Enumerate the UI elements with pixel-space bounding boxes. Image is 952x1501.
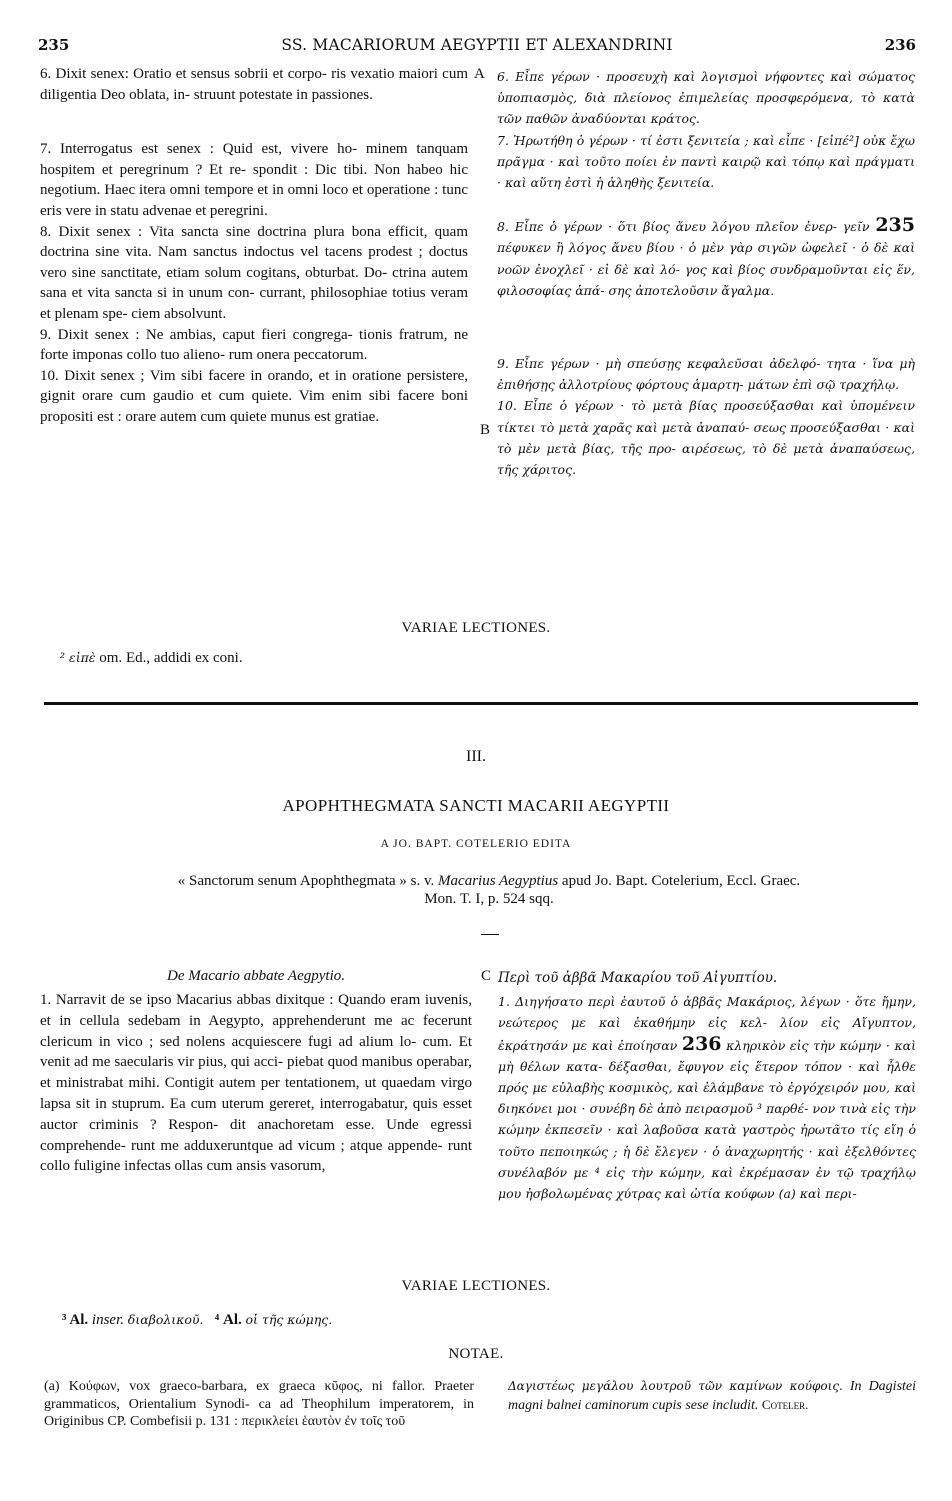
variae-note-2 xyxy=(60,650,243,667)
variae-note-3-num: ³ Al. xyxy=(62,1312,89,1328)
greek-paragraph-7: 7. Ἠρωτήθη ὁ γέρων · τί ἐστι ξενιτεία ; καὶ εἶπε · [εἰπέ²] οὐκ ἔχω πρᾶγμα · καὶ τοῦτο ποίει ἐν παντὶ καιρῷ καὶ τόπῳ καὶ πράγματι · καὶ αὕτη ἐστὶ ἡ ἀληθὴς ξενιτεία. xyxy=(497,132,915,191)
latin-column-bottom xyxy=(40,990,472,1177)
variae-note-2-text: om. Ed., addidi ex coni. xyxy=(99,650,243,666)
latin-paragraph-1: 1. Narravit de se ipso Macarius abbas dixitque : Quando eram iuvenis, et in cellula sedebam in Aegypto, apprehenderunt me ac fecerunt clericum in vico ; sed nolens acquiescere fugi ad alium lo- cum. Et venit ad me saecularis vir pius, qui acci- piebat quod manibus operabar, et ministrabat mihi. Contigit autem per tentationem, ut quaedam virgo lapsa sit in stuprum. Ea cum uterum gereret, interrogabatur, quis esset auctor criminis ? Respon- dit anachoretam esse. Unde egressi comprehende- runt me adduxeruntque ad vicum ; atque appende- runt collo fuligine infectas ollas cum ansis vasorum, xyxy=(40,992,472,1175)
variae-note-3-greek: διαβολικοῦ. xyxy=(127,1312,204,1327)
greek-paragraph-8 xyxy=(497,215,915,301)
greek-column-top xyxy=(497,66,915,480)
variae-notes-3-4 xyxy=(62,1312,332,1329)
running-title: SS. MACARIORUM AEGYPTII ET ALEXANDRINI xyxy=(281,36,673,54)
greek-paragraph-1-end: κληρικὸν εἰς τὴν κώμην · καὶ μὴ θέλων κατα- δέξασθαι, ἔφυγον εἰς ἕτερον τόπον · καὶ ἦλθε πρός με εὐλαβὴς κοσμικὸς, καὶ ἐλάμβανε τὸ ἐργόχειρόν μου, καὶ διηκόνει μοι · συνέβη δὲ ἀπὸ πειρασμοῦ ³ παρθέ- νον τινὰ εἰς τὴν κώμην ἐκπεσεῖν · καὶ λαβοῦσα κατὰ γαστρὸς ἠρωτᾶτο τίς εἴη ὁ τοῦτο πεποιηκώς ; ἡ δὲ ἔλεγεν · ὁ ἀναχωρητής · καὶ ἐξελθόντες συνέλαβόν με ⁴ εἰς τὴν κώμην, καὶ ἐκρέμασαν ἐν τῷ τραχήλῳ μου ἠσβολωμένας χύτρας καὶ ὠτία κούφων (a) καὶ περι- xyxy=(498,1037,916,1202)
latin-paragraph-8: 8. Dixit senex : Vita sancta sine doctrina plura bona efficit, quam doctrina sine vita. Nam sanctus indoctus vel tacens prodest ; doctus vero sine sanctitate, etiam solum cogitans, obturbat. Do- ctrina autem sana et vita sancta si in unum con- currant, philosophiae totius veram et plenam spe- ciem absolvunt. xyxy=(40,223,468,322)
section-source xyxy=(58,872,920,908)
latin-heading-bottom xyxy=(40,968,472,985)
latin-paragraph-9: 9. Dixit senex : Ne ambias, caput fieri congrega- tionis fratrum, ne forte imponas collo tuo alieno- rum onera peccatorum. xyxy=(40,326,468,364)
running-header xyxy=(38,36,916,60)
column-number-236: 236 xyxy=(681,1032,722,1055)
column-number-235: 235 xyxy=(875,214,915,237)
section-source-b: apud Jo. Bapt. Cotelerium, Eccl. Graec. xyxy=(561,873,801,889)
greek-paragraph-8-end: πέφυκεν ἢ λόγος ἄνευ βίου · ὁ μὲν γὰρ σιγῶν ὠφελεῖ · ὁ δὲ καὶ νοῶν ἐνοχλεῖ · εἰ δὲ καὶ λό- γος καὶ βίος συνδραμοῦνται εἰς ἕν, φιλοσοφίας ἁπά- σης ἀποτελοῦσιν ἄγαλμα. xyxy=(497,240,915,298)
right-page-number: 236 xyxy=(884,36,916,54)
notae-left-column xyxy=(44,1378,474,1431)
latin-paragraph-10: 10. Dixit senex ; Vim sibi facere in orando, et in oratione persistere, gignit orare cum gaudio et cum quiete. Vim enim sibi facere boni propositi est : orare autem cum quiete munus est gratiae. xyxy=(40,367,468,425)
greek-paragraph-1-start: 1. Διηγήσατο περὶ ἑαυτοῦ ὁ ἀββᾶς Μακάριος, λέγων · ὅτε ἤμην, νεώτερος με καὶ ἐκαθήμην εἰς κελ- λίον εἰς Αἴγυπτον, ἐκράτησάν με καὶ ἐποίησαν xyxy=(498,994,916,1053)
margin-letter-a: A xyxy=(474,66,485,82)
latin-paragraph-6: 6. Dixit senex: Oratio et sensus sobrii et corpo- ris vexatio maiori cum diligentia Deo oblata, in- struunt potestate in passiones. xyxy=(40,66,468,103)
section-source-a: « Sanctorum senum Apophthegmata » s. v. xyxy=(177,873,435,889)
variae-lectiones-heading-1: VARIAE LECTIONES. xyxy=(401,620,551,636)
nota-author: Coteler. xyxy=(761,1396,809,1412)
latin-heading-text: De Macario abbate Aegpytio. xyxy=(166,968,345,984)
notae-heading: NOTAE. xyxy=(448,1346,504,1362)
latin-paragraph-7: 7. Interrogatus est senex : Quid est, vivere ho- minem tanquam hospitem et peregrinum ? Et re- spondit : Dic tibi. Non habeo hic negotium. Haec itera omni tempore et in omni loco et operatione : tunc eris vere in statu advenae et peregrini. xyxy=(40,141,468,219)
margin-letter-b: B xyxy=(480,422,491,438)
nota-a-text: (a) Κούφων, vox graeco-barbara, ex graeca κῦφος, ni fallor. Praeter grammaticos, Orientalium Synodi- ca ad Theophilum imperatorem, in Originibus CP. Combefisii p. 131 : περικλείει ἑαυτὸν ἐν τοῖς τοῦ xyxy=(44,1379,474,1429)
greek-column-bottom xyxy=(498,968,916,1204)
greek-paragraph-6: 6. Εἶπε γέρων · προσευχὴ καὶ λογισμοὶ νήφοντες καὶ σώματος ὑποπιασμὸς, διὰ πλείονος ἐπιμελείας προσφερόμενα, τὸ κατὰ τῶν παθῶν ἀναδύονται κράτος. xyxy=(497,69,915,127)
variae-lectiones-heading-2: VARIAE LECTIONES. xyxy=(401,1278,551,1294)
nota-a-continued xyxy=(508,1378,916,1414)
section-source-italic: Macarius Aegyptius xyxy=(438,873,559,889)
nota-a-greek: Δαγιστέως μεγάλου λουτροῦ τῶν καμίνων κούφοις. xyxy=(508,1379,843,1393)
nota-a-italic: In Dagistei magni balnei caminorum cupis sese includit. xyxy=(508,1379,917,1413)
notae-right-column xyxy=(508,1378,916,1414)
greek-paragraph-8-start: 8. Εἶπε ὁ γέρων · ὅτι βίος ἄνευ λόγου πλεῖον ἐνερ- γεῖν xyxy=(497,219,870,235)
greek-heading: Περὶ τοῦ ἀββᾶ Μακαρίου τοῦ Αἰγυπτίου. xyxy=(498,970,778,986)
section-divider-rule xyxy=(44,702,918,705)
greek-paragraph-9: 9. Εἶπε γέρων · μὴ σπεύσῃς κεφαλεῦσαι ἀδελφό- τητα · ἵνα μὴ ἐπιθήσῃς ἀλλοτρίους φόρτους ἁμαρτη- μάτων ἐπὶ σῷ τραχήλῳ. xyxy=(497,356,915,393)
greek-paragraph-1 xyxy=(498,991,916,1204)
margin-letter-c: C xyxy=(481,968,492,984)
section-title: APOPHTHEGMATA SANCTI MACARII AEGYPTII xyxy=(282,796,670,815)
variae-note-3-italic: inser. xyxy=(91,1312,125,1328)
section-subtitle: A JO. BAPT. COTELERIO EDITA xyxy=(380,838,572,850)
variae-note-4-greek: οἱ τῆς κώμης. xyxy=(245,1312,333,1327)
section-source-c: Mon. T. I, p. 524 sqq. xyxy=(424,891,554,907)
variae-note-2-greek: ² εἰπὲ xyxy=(60,650,96,665)
short-dash xyxy=(481,934,499,935)
greek-paragraph-10: 10. Εἶπε ὁ γέρων · τὸ μετὰ βίας προσεύξασθαι καὶ ὑπομένειν τίκτει τὸ μετὰ χαρᾶς καὶ μετὰ ἀναπαύ- σεως προσεύξασθαι · καὶ τὸ μὲν μετὰ βίας, τῆς προ- αιρέσεως, τὸ δὲ μετὰ ἀναπαύσεως, τῆς χάριτος. xyxy=(497,398,915,478)
left-page-number: 235 xyxy=(38,36,70,54)
latin-column-top xyxy=(40,64,468,428)
variae-note-4-num: ⁴ Al. xyxy=(214,1312,242,1328)
section-number: III. xyxy=(466,748,486,765)
